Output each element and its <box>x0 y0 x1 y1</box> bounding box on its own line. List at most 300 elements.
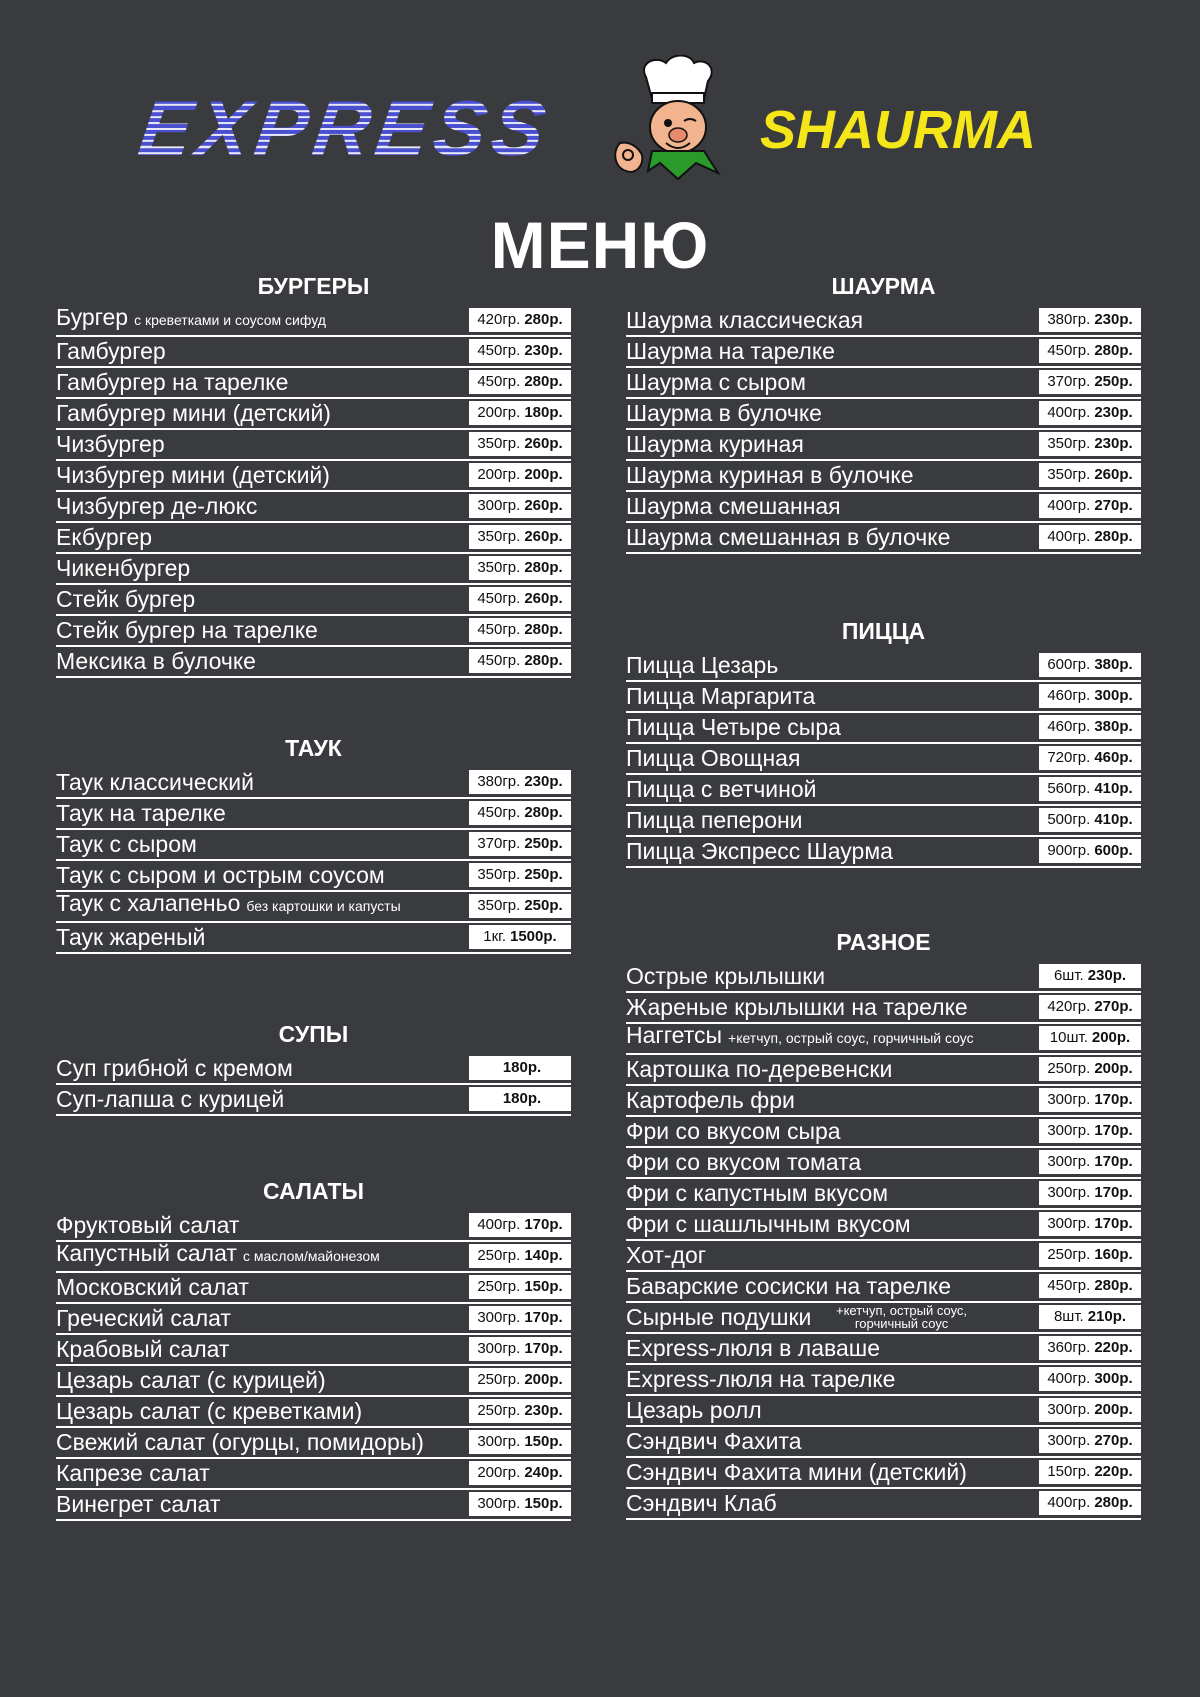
menu-item <box>626 459 1141 492</box>
menu-item-title: Шаурма в булочке <box>626 400 822 426</box>
price-tag <box>469 1056 571 1080</box>
menu-item-name <box>626 1489 777 1517</box>
price-tag <box>469 432 571 456</box>
menu-item-name <box>56 554 190 582</box>
menu-item-title: Фри со вкусом томата <box>626 1149 862 1175</box>
menu-item-price: 160р. <box>1094 1246 1133 1263</box>
menu-item-title: Греческий салат <box>56 1305 231 1331</box>
menu-item <box>626 1115 1141 1148</box>
menu-item-name <box>56 1335 229 1363</box>
menu-item <box>56 397 571 430</box>
menu-item <box>56 1426 571 1459</box>
section-title: ПИЦЦА <box>841 618 926 644</box>
menu-item-weight: 450гр. <box>477 621 521 638</box>
menu-item-title: Пицца пеперони <box>626 807 803 833</box>
menu-item-title: Таук с сыром <box>56 831 197 857</box>
menu-item <box>56 366 571 399</box>
menu-item-price: 280р. <box>524 559 563 576</box>
menu-item-price: 280р. <box>524 621 563 638</box>
price-tag <box>1039 653 1141 677</box>
menu-item-weight: 350гр. <box>477 528 521 545</box>
menu-item-name <box>626 962 825 990</box>
menu-item-name <box>56 430 165 458</box>
menu-item-name <box>626 1427 802 1455</box>
menu-item-price: 600р. <box>1094 842 1133 859</box>
menu-item-title: Шаурма классическая <box>626 307 864 333</box>
menu-item <box>626 335 1141 368</box>
menu-item-weight: 300гр. <box>477 1495 521 1512</box>
menu-item-price: 280р. <box>524 652 563 669</box>
menu-item-price: 280р. <box>1094 1277 1133 1294</box>
menu-item-title: Суп грибной с кремом <box>56 1055 293 1081</box>
menu-item-title: Пицца Маргарита <box>626 683 816 709</box>
menu-item-weight: 350гр. <box>1047 435 1091 452</box>
menu-item-note <box>836 1304 967 1330</box>
menu-item-weight: 370гр. <box>1047 373 1091 390</box>
menu-item-weight: 300гр. <box>1047 1091 1091 1108</box>
menu-item <box>626 991 1141 1024</box>
menu-item-price: 260р. <box>524 435 563 452</box>
menu-item <box>56 304 571 337</box>
menu-item-price: 180р. <box>524 404 563 421</box>
menu-item-name <box>56 399 331 427</box>
menu-item-name <box>56 1428 424 1456</box>
price-tag <box>469 525 571 549</box>
menu-item-title: Чикенбургер <box>56 555 191 581</box>
price-tag <box>1039 1398 1141 1422</box>
menu-item-weight: 400гр. <box>1047 1494 1091 1511</box>
menu-item-price: 200р. <box>1094 1060 1133 1077</box>
menu-item-price: 1500р. <box>510 928 557 945</box>
price-tag <box>469 649 571 673</box>
menu-item-price: 250р. <box>1094 373 1133 390</box>
menu-item-title: Шаурма на тарелке <box>626 338 835 364</box>
price-tag <box>1039 715 1141 739</box>
menu-item-weight: 560гр. <box>1047 780 1091 797</box>
menu-item-price: 380р. <box>1094 656 1133 673</box>
menu-item-weight: 1кг. <box>483 928 506 945</box>
menu-item-name <box>626 775 817 803</box>
menu-item-price: 200р. <box>524 1371 563 1388</box>
price-tag <box>1039 1088 1141 1112</box>
menu-item <box>56 1209 571 1242</box>
menu-item-price: 170р. <box>524 1340 563 1357</box>
menu-item <box>626 490 1141 523</box>
menu-item-price: 460р. <box>1094 749 1133 766</box>
menu-item-price: 230р. <box>1087 967 1127 984</box>
menu-item-name <box>626 1303 811 1331</box>
price-tag <box>1039 1305 1141 1329</box>
menu-item <box>626 804 1141 837</box>
menu-item <box>626 1239 1141 1272</box>
menu-item-weight: 250гр. <box>477 1371 521 1388</box>
menu-item-weight: 450гр. <box>1047 1277 1091 1294</box>
menu-item-price: 260р. <box>524 528 563 545</box>
menu-item-name <box>626 1334 880 1362</box>
menu-item-title: Крабовый салат <box>56 1336 230 1362</box>
menu-item-name <box>626 492 841 520</box>
menu-item-weight: 450гр. <box>1047 342 1091 359</box>
menu-item-name <box>626 337 835 365</box>
menu-item <box>626 1208 1141 1241</box>
menu-item-title: Таук жареный <box>56 924 206 950</box>
price-tag <box>1039 1119 1141 1143</box>
menu-item-weight: 460гр. <box>1047 687 1091 704</box>
menu-item-name <box>626 993 968 1021</box>
menu-item-weight: 420гр. <box>1047 998 1091 1015</box>
menu-item-price: 300р. <box>1094 1370 1133 1387</box>
section-title: САЛАТЫ <box>262 1178 365 1204</box>
price-tag <box>469 1430 571 1454</box>
menu-item-name <box>56 1273 249 1301</box>
menu-item-name <box>626 1396 762 1424</box>
menu-item-title: Баварские сосиски на тарелке <box>626 1273 952 1299</box>
menu-item-price: 150р. <box>524 1495 563 1512</box>
price-tag <box>1039 1274 1141 1298</box>
menu-item <box>56 859 571 892</box>
menu-item-title: Капустный салат <box>56 1240 237 1266</box>
menu-item-name <box>626 306 863 334</box>
menu-item-name <box>626 1117 841 1145</box>
menu-item-title: Хот-дог <box>626 1242 707 1268</box>
price-tag <box>469 370 571 394</box>
menu-item-weight: 200гр. <box>477 466 521 483</box>
menu-item-title: Жареные крылышки на тарелке <box>626 994 968 1020</box>
price-tag <box>1039 339 1141 363</box>
menu-item-name <box>626 806 803 834</box>
price-tag <box>1039 1429 1141 1453</box>
menu-item-name <box>626 837 893 865</box>
menu-item-price: 230р. <box>1094 435 1133 452</box>
menu-item-title: Картофель фри <box>626 1087 795 1113</box>
menu-item-weight: 300гр. <box>1047 1122 1091 1139</box>
menu-item-weight: 500гр. <box>1047 811 1091 828</box>
menu-item <box>56 1271 571 1304</box>
menu-item-price: 230р. <box>524 773 563 790</box>
menu-item-name <box>626 1241 706 1269</box>
price-tag <box>469 1337 571 1361</box>
menu-item-price: 170р. <box>524 1216 563 1233</box>
menu-item-note-line: горчичный соус <box>854 1316 949 1331</box>
menu-item <box>56 490 571 523</box>
menu-item-price: 240р. <box>524 1464 563 1481</box>
menu-item <box>56 1083 571 1116</box>
menu-item-weight: 300гр. <box>1047 1401 1091 1418</box>
menu-item-weight: 250гр. <box>477 1278 521 1295</box>
menu-item-price: 230р. <box>1094 404 1133 421</box>
menu-item-price: 170р. <box>1094 1153 1133 1170</box>
menu-item-title: Винегрет салат <box>56 1491 221 1517</box>
menu-item <box>626 521 1141 554</box>
menu-item-title: Свежий салат (огурцы, помидоры) <box>56 1429 424 1455</box>
menu-item-title: Express-люля в лаваше <box>626 1335 880 1361</box>
price-tag <box>1039 839 1141 863</box>
menu-item <box>626 960 1141 993</box>
menu-item <box>56 797 571 830</box>
page-title: МЕНЮ <box>490 208 710 282</box>
menu-item <box>626 1363 1141 1396</box>
menu-item-name <box>56 1211 239 1239</box>
menu-item-name <box>56 616 318 644</box>
menu-item-title: Таук с халапеньо <box>56 890 241 916</box>
menu-item <box>626 304 1141 337</box>
menu-item-weight: 250гр. <box>477 1402 521 1419</box>
menu-item-weight: 300гр. <box>1047 1215 1091 1232</box>
menu-item-weight: 370гр. <box>477 835 521 852</box>
menu-item-price: 230р. <box>524 1402 563 1419</box>
menu-item-title: Суп-лапша с курицей <box>56 1086 285 1112</box>
menu-item <box>56 583 571 616</box>
menu-item <box>56 1052 571 1085</box>
menu-item-price: 250р. <box>524 897 563 914</box>
menu-item-title: Сырные подушки <box>626 1304 812 1330</box>
menu-item <box>626 1177 1141 1210</box>
menu-item-title: Шаурма с сыром <box>626 369 806 395</box>
menu-item-name <box>56 1239 380 1270</box>
menu-item-title: Шаурма куриная <box>626 431 804 457</box>
menu-item-weight: 900гр. <box>1047 842 1091 859</box>
menu-item-title: Таук на тарелке <box>56 800 226 826</box>
menu-item-weight: 300гр. <box>477 1309 521 1326</box>
price-tag <box>469 1244 571 1268</box>
menu-item-weight: 350гр. <box>477 897 521 914</box>
menu-item-price: 270р. <box>1094 1432 1133 1449</box>
menu-item-title: Екбургер <box>56 524 153 550</box>
menu-item-title: Таук с сыром и острым соусом <box>56 862 385 888</box>
menu-item-price: 140р. <box>524 1247 563 1264</box>
menu-item-weight: 720гр. <box>1047 749 1091 766</box>
menu-item-weight: 460гр. <box>1047 718 1091 735</box>
menu-item-name <box>626 1365 895 1393</box>
menu-item-name <box>56 1459 210 1487</box>
menu-item <box>56 521 571 554</box>
price-tag <box>469 587 571 611</box>
menu-item <box>626 711 1141 744</box>
menu-item-name <box>56 492 257 520</box>
menu-item-title: Сэндвич Фахита <box>626 1428 802 1454</box>
menu-item-name <box>56 1054 293 1082</box>
price-tag <box>1039 1367 1141 1391</box>
menu-item-price: 410р. <box>1094 780 1133 797</box>
price-tag <box>1039 777 1141 801</box>
menu-item-title: Шаурма куриная в булочке <box>626 462 914 488</box>
price-tag <box>1039 1460 1141 1484</box>
price-tag <box>469 339 571 363</box>
menu-item-name <box>626 1021 974 1052</box>
menu-item-title: Фруктовый салат <box>56 1212 240 1238</box>
menu-item-title: Express-люля на тарелке <box>626 1366 896 1392</box>
section-title: ТАУК <box>285 735 342 761</box>
price-tag <box>1039 1212 1141 1236</box>
menu-item-title: Пицца Четыре сыра <box>626 714 841 740</box>
menu-item <box>626 773 1141 806</box>
price-tag <box>469 463 571 487</box>
menu-item-name <box>626 713 841 741</box>
menu-item <box>56 428 571 461</box>
menu-item-weight: 400гр. <box>1047 528 1091 545</box>
menu-item-name <box>626 461 914 489</box>
price-tag <box>469 1306 571 1330</box>
menu-item-note: +кетчуп, острый соус, горчичный соус <box>728 1030 974 1046</box>
brand-shaurma-logo: SHAURMA <box>760 100 1036 160</box>
menu-item <box>56 645 571 678</box>
menu-item-price: 200р. <box>1091 1029 1131 1046</box>
menu-item-title: Фри с капустным вкусом <box>626 1180 889 1206</box>
menu-item-title: Цезарь ролл <box>626 1397 762 1423</box>
menu-item <box>626 1425 1141 1458</box>
menu-item-title: Гамбургер на тарелке <box>56 369 289 395</box>
menu-item-name <box>56 768 254 796</box>
menu-item <box>626 1332 1141 1365</box>
menu-item-price: 410р. <box>1094 811 1133 828</box>
section-title: РАЗНОЕ <box>836 929 931 955</box>
menu-item-weight: 8шт. <box>1053 1308 1084 1325</box>
menu-item-weight: 250гр. <box>477 1247 521 1264</box>
menu-item-title: Гамбургер <box>56 338 166 364</box>
menu-item-title: Картошка по-деревенски <box>626 1056 893 1082</box>
menu-item <box>56 1457 571 1490</box>
menu-item-weight: 450гр. <box>477 590 521 607</box>
menu-item-price: 280р. <box>524 311 563 328</box>
menu-item-price: 150р. <box>524 1278 563 1295</box>
menu-item-weight: 200гр. <box>477 1464 521 1481</box>
menu-item-price: 270р. <box>1094 497 1133 514</box>
brand-express-logo: EXPRESS <box>133 84 557 172</box>
price-tag <box>1039 1150 1141 1174</box>
menu-item-title: Пицца Цезарь <box>626 652 779 678</box>
menu-item-name <box>626 368 806 396</box>
price-tag <box>1039 1181 1141 1205</box>
menu-item-price: 280р. <box>524 804 563 821</box>
menu-item-weight: 6шт. <box>1053 967 1084 984</box>
menu-item-name <box>626 1458 967 1486</box>
menu-item <box>56 921 571 954</box>
menu-item-price: 180р. <box>502 1059 542 1076</box>
menu-item-name <box>56 1304 231 1332</box>
menu-item-name <box>56 1085 284 1113</box>
menu-item-name <box>56 830 197 858</box>
menu-item-title: Сэндвич Фахита мини (детский) <box>626 1459 967 1485</box>
menu-item-price: 180р. <box>502 1090 542 1107</box>
menu-item-name <box>626 399 822 427</box>
menu-item-name <box>56 861 385 889</box>
menu-item-price: 270р. <box>1094 998 1133 1015</box>
menu-item-title: Сэндвич Клаб <box>626 1490 777 1516</box>
menu-item <box>56 1488 571 1521</box>
menu-item-name <box>56 647 256 675</box>
menu-item-title: Таук классический <box>56 769 254 795</box>
menu-item-title: Стейк бургер на тарелке <box>56 617 318 643</box>
menu-item-weight: 600гр. <box>1047 656 1091 673</box>
menu-item-price: 260р. <box>1094 466 1133 483</box>
menu-item-price: 170р. <box>1094 1215 1133 1232</box>
menu-item-price: 200р. <box>524 466 563 483</box>
menu-item-title: Цезарь салат (с курицей) <box>56 1367 326 1393</box>
menu-item-weight: 420гр. <box>477 311 521 328</box>
menu-item <box>626 428 1141 461</box>
menu-item-title: Чизбургер мини (детский) <box>56 462 330 488</box>
menu-item <box>626 1487 1141 1520</box>
price-tag <box>1039 1243 1141 1267</box>
menu-item-name <box>56 368 288 396</box>
price-tag <box>469 556 571 580</box>
menu-item-weight: 360гр. <box>1047 1339 1091 1356</box>
price-tag <box>1039 370 1141 394</box>
menu-item-price: 170р. <box>1094 1091 1133 1108</box>
menu-item-name <box>56 523 152 551</box>
menu-item-weight: 350гр. <box>477 435 521 452</box>
menu-item-name <box>56 889 401 920</box>
menu-item-price: 150р. <box>524 1433 563 1450</box>
menu-item <box>626 680 1141 713</box>
menu-item-name <box>56 923 205 951</box>
menu-item-weight: 300гр. <box>1047 1153 1091 1170</box>
menu-item-title: Мексика в булочке <box>56 648 256 674</box>
menu-item <box>626 397 1141 430</box>
menu-item-name <box>626 523 950 551</box>
menu-item-weight: 400гр. <box>1047 1370 1091 1387</box>
menu-item <box>56 890 571 923</box>
menu-item-weight: 250гр. <box>1047 1060 1091 1077</box>
menu-item <box>56 1333 571 1366</box>
menu-item-name <box>626 744 800 772</box>
price-tag <box>469 925 571 949</box>
menu-item-weight: 400гр. <box>1047 404 1091 421</box>
menu-item-weight: 300гр. <box>477 497 521 514</box>
price-tag <box>1039 995 1141 1019</box>
menu-item <box>56 1395 571 1428</box>
menu-item-note-line: +кетчуп, острый соус, <box>836 1303 968 1318</box>
price-tag <box>469 1213 571 1237</box>
menu-item-weight: 450гр. <box>477 804 521 821</box>
price-tag <box>1039 525 1141 549</box>
price-tag <box>1039 964 1141 988</box>
menu-item <box>56 1240 571 1273</box>
menu-item-price: 170р. <box>1094 1184 1133 1201</box>
menu-item-weight: 350гр. <box>1047 466 1091 483</box>
price-tag <box>1039 463 1141 487</box>
menu-item-title: Острые крылышки <box>626 963 826 989</box>
menu-item-name <box>56 799 226 827</box>
menu-item-weight: 450гр. <box>477 373 521 390</box>
menu-item <box>626 742 1141 775</box>
menu-item-weight: 350гр. <box>477 559 521 576</box>
menu-item-price: 260р. <box>524 590 563 607</box>
menu-item-name <box>56 303 326 334</box>
price-tag <box>469 494 571 518</box>
menu-item-price: 170р. <box>524 1309 563 1326</box>
price-tag <box>469 1492 571 1516</box>
menu-item-name <box>626 1272 951 1300</box>
menu-item-price: 280р. <box>524 373 563 390</box>
chef-mascot-icon <box>608 55 743 195</box>
menu-item-title: Пицца Экспресс Шаурма <box>626 838 893 864</box>
menu-item-title: Пицца Овощная <box>626 745 801 771</box>
menu-item <box>626 1146 1141 1179</box>
price-tag <box>1039 401 1141 425</box>
price-tag <box>1039 1491 1141 1515</box>
menu-item <box>56 1302 571 1335</box>
menu-item-title: Фри со вкусом сыра <box>626 1118 841 1144</box>
menu-item-name <box>626 1055 892 1083</box>
menu-item-price: 300р. <box>1094 687 1133 704</box>
menu-item-name <box>56 1397 362 1425</box>
menu-item-title: Фри с шашлычным вкусом <box>626 1211 911 1237</box>
menu-item-price: 250р. <box>524 835 563 852</box>
price-tag <box>1039 432 1141 456</box>
menu-item-note: без картошки и капусты <box>246 898 401 914</box>
menu-item <box>626 366 1141 399</box>
